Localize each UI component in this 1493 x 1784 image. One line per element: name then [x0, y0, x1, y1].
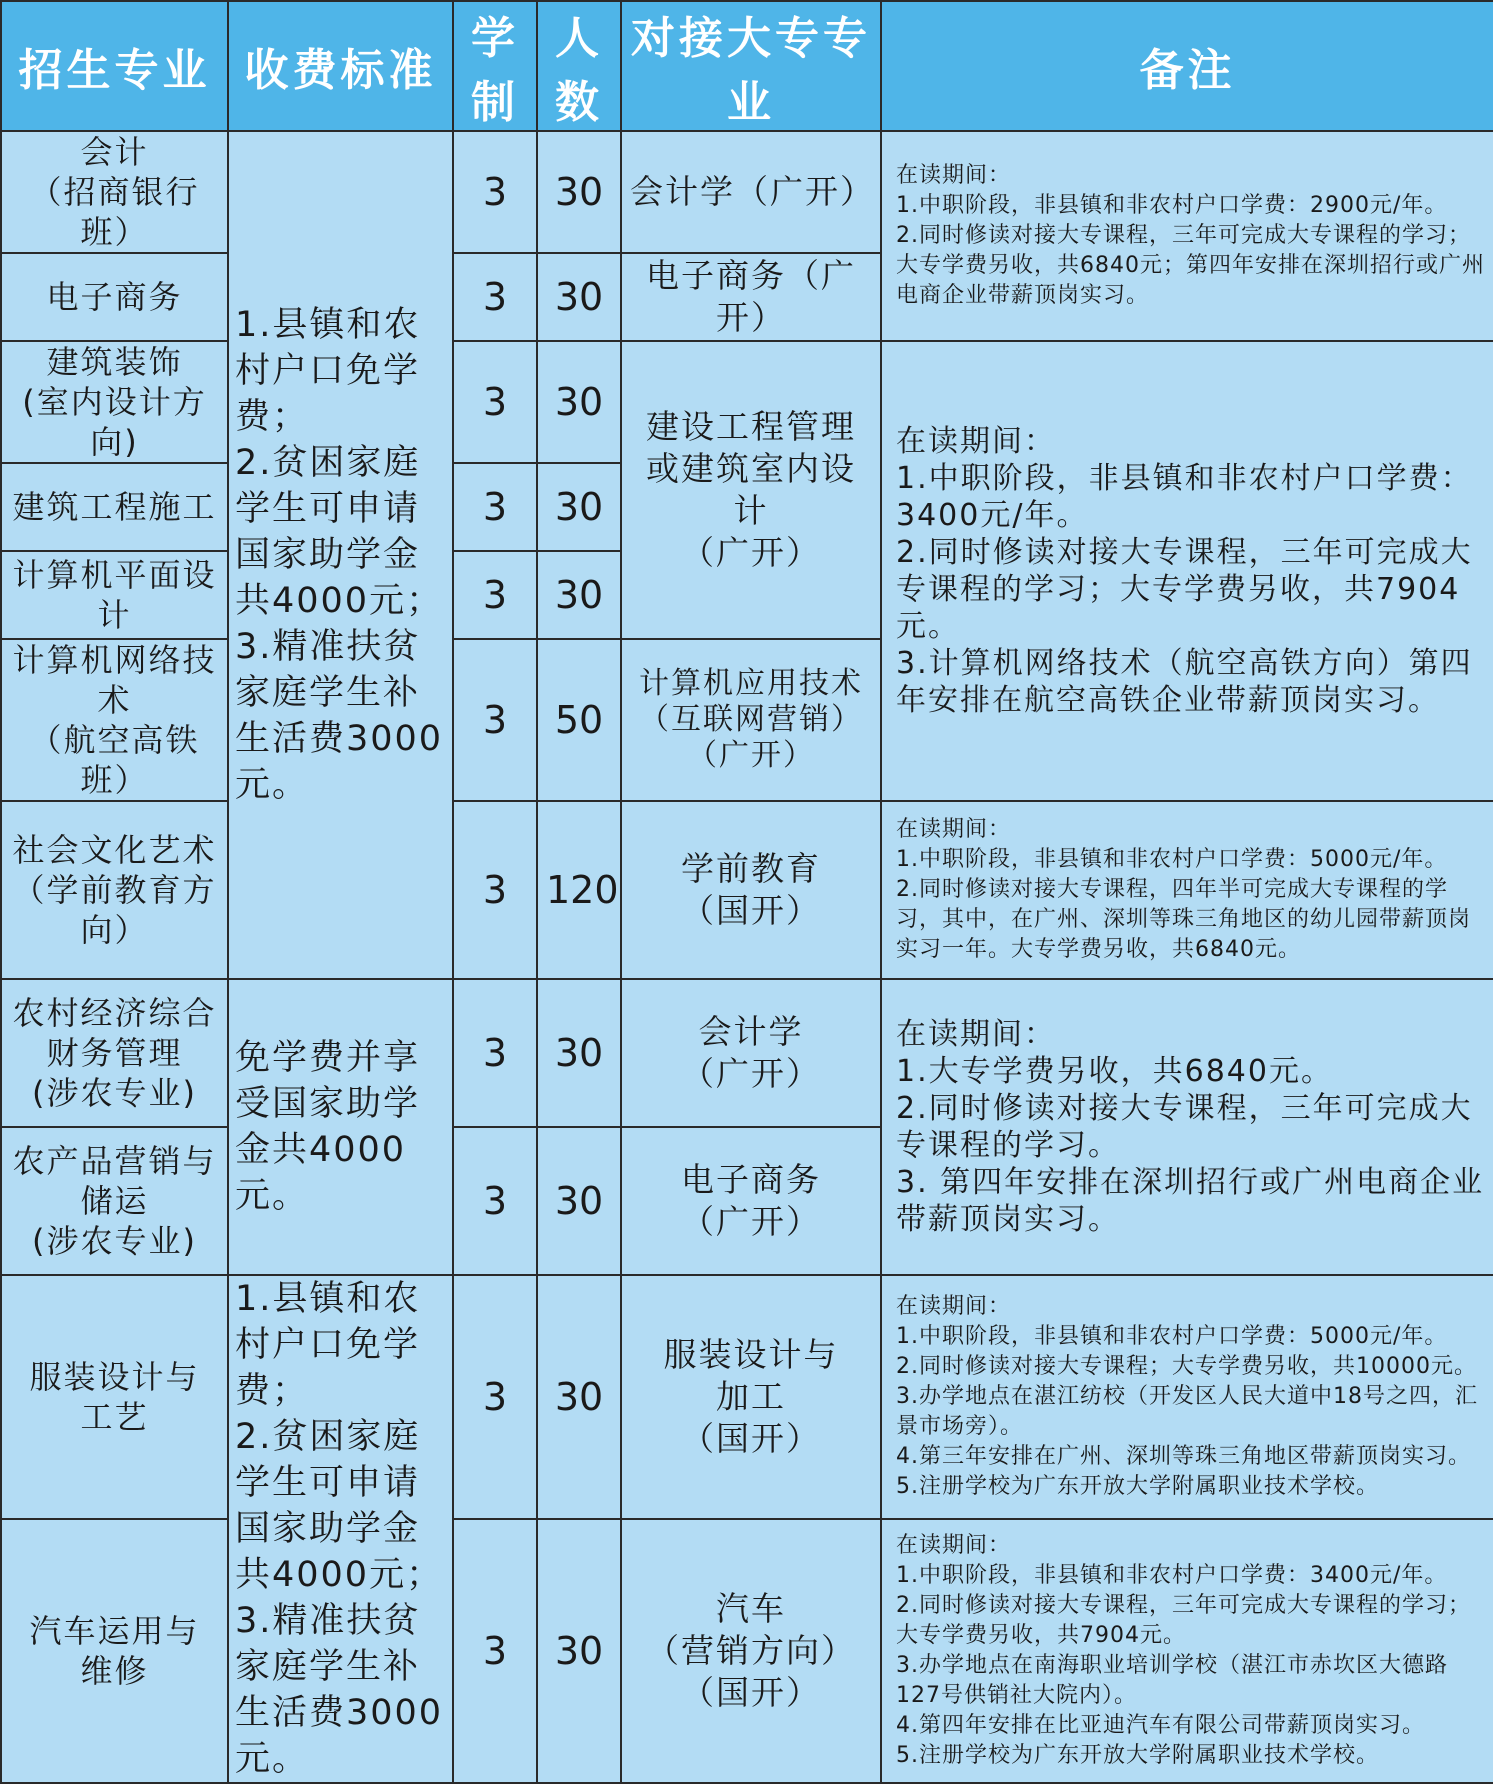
years-cell: 3	[453, 1519, 537, 1783]
fee-cell-group1: 1.县镇和农村户口免学费； 2.贫困家庭学生可申请国家助学金共4000元； 3.精准扶贫家庭学生补生活费3000元。	[228, 131, 453, 979]
major-cell: 服装设计与 工艺	[1, 1275, 228, 1519]
count-cell: 30	[537, 979, 621, 1127]
college-major-cell: 会计学（广开）	[621, 131, 881, 253]
notes-cell-2: 在读期间： 1.中职阶段，非县镇和非农村户口学费：3400元/年。 2.同时修读对接大专课程，三年可完成大专课程的学习；大专学费另收，共7904元。 3.计算机网络技术（航空高铁方向）第四年安排在航空高铁企业带薪顶岗实习。	[881, 341, 1493, 801]
notes-cell-3: 在读期间： 1.中职阶段，非县镇和非农村户口学费：5000元/年。 2.同时修读对接大专课程，四年半可完成大专课程的学习，其中，在广州、深圳等珠三角地区的幼儿园带薪顶岗实习一年。大专学费另收，共6840元。	[881, 801, 1493, 979]
years-cell: 3	[453, 131, 537, 253]
major-cell: 电子商务	[1, 253, 228, 341]
years-cell: 3	[453, 551, 537, 639]
table-row	[1, 341, 1493, 463]
major-cell: 汽车运用与 维修	[1, 1519, 228, 1783]
header-count: 人数	[537, 1, 621, 131]
table-row	[1, 801, 1493, 979]
table-row	[1, 1275, 1493, 1519]
years-cell: 3	[453, 1127, 537, 1275]
count-cell: 30	[537, 1519, 621, 1783]
count-cell: 30	[537, 131, 621, 253]
count-cell: 30	[537, 341, 621, 463]
college-major-cell: 电子商务（广开）	[621, 253, 881, 341]
count-cell: 120	[537, 801, 621, 979]
years-cell: 3	[453, 979, 537, 1127]
header-fee: 收费标准	[228, 1, 453, 131]
count-cell: 50	[537, 639, 621, 801]
table-row	[1, 979, 1493, 1127]
major-cell: 农村经济综合 财务管理 (涉农专业)	[1, 979, 228, 1127]
count-cell: 30	[537, 463, 621, 551]
years-cell: 3	[453, 1275, 537, 1519]
years-cell: 3	[453, 801, 537, 979]
years-cell: 3	[453, 253, 537, 341]
major-cell: 建筑装饰 (室内设计方向)	[1, 341, 228, 463]
college-major-cell: 汽车 （营销方向） （国开）	[621, 1519, 881, 1783]
header-notes: 备注	[881, 1, 1493, 131]
major-cell: 农产品营销与 储运 (涉农专业)	[1, 1127, 228, 1275]
major-cell: 会计 （招商银行班）	[1, 131, 228, 253]
count-cell: 30	[537, 253, 621, 341]
fee-cell-group2: 免学费并享受国家助学金共4000元。	[228, 979, 453, 1275]
college-major-cell: 电子商务 （广开）	[621, 1127, 881, 1275]
years-cell: 3	[453, 463, 537, 551]
header-years: 学制	[453, 1, 537, 131]
college-major-cell: 计算机应用技术 （互联网营销） （广开）	[621, 639, 881, 801]
header-major: 招生专业	[1, 1, 228, 131]
years-cell: 3	[453, 341, 537, 463]
notes-cell-6: 在读期间： 1.中职阶段，非县镇和非农村户口学费：3400元/年。 2.同时修读对接大专课程，三年可完成大专课程的学习；大专学费另收，共7904元。 3.办学地点在南海职业培训学校（湛江市赤坎区大德路127号供销社大院内）。 4.第四年安排在比亚迪汽车有限公司带薪顶岗实习。 5.注册学校为广东开放大学附属职业技术学校。	[881, 1519, 1493, 1783]
header-college-major: 对接大专专业	[621, 1, 881, 131]
major-cell: 计算机平面设计	[1, 551, 228, 639]
major-cell: 建筑工程施工	[1, 463, 228, 551]
notes-cell-4: 在读期间： 1.大专学费另收，共6840元。 2.同时修读对接大专课程，三年可完成大专课程的学习。 3. 第四年安排在深圳招行或广州电商企业带薪顶岗实习。	[881, 979, 1493, 1275]
count-cell: 30	[537, 551, 621, 639]
college-major-cell: 学前教育 （国开）	[621, 801, 881, 979]
college-major-merged-cell: 建设工程管理或建筑室内设计 （广开）	[621, 341, 881, 639]
major-cell: 社会文化艺术 （学前教育方向）	[1, 801, 228, 979]
notes-cell-1: 在读期间： 1.中职阶段，非县镇和非农村户口学费：2900元/年。 2.同时修读对接大专课程，三年可完成大专课程的学习；大专学费另收，共6840元；第四年安排在深圳招行或广州电商企业带薪顶岗实习。	[881, 131, 1493, 341]
college-major-cell: 会计学 （广开）	[621, 979, 881, 1127]
table-row	[1, 1519, 1493, 1783]
major-cell: 计算机网络技术 （航空高铁班）	[1, 639, 228, 801]
header-row	[1, 1, 1493, 131]
years-cell: 3	[453, 639, 537, 801]
fee-cell-group3: 1.县镇和农村户口免学费； 2.贫困家庭学生可申请国家助学金共4000元； 3.精准扶贫家庭学生补生活费3000元。	[228, 1275, 453, 1783]
notes-cell-5: 在读期间： 1.中职阶段，非县镇和非农村户口学费：5000元/年。 2.同时修读对接大专课程；大专学费另收，共10000元。 3.办学地点在湛江纺校（开发区人民大道中18号之四，汇景市场旁）。 4.第三年安排在广州、深圳等珠三角地区带薪顶岗实习。 5.注册学校为广东开放大学附属职业技术学校。	[881, 1275, 1493, 1519]
college-major-cell: 服装设计与 加工 （国开）	[621, 1275, 881, 1519]
table-row	[1, 131, 1493, 253]
count-cell: 30	[537, 1275, 621, 1519]
count-cell: 30	[537, 1127, 621, 1275]
